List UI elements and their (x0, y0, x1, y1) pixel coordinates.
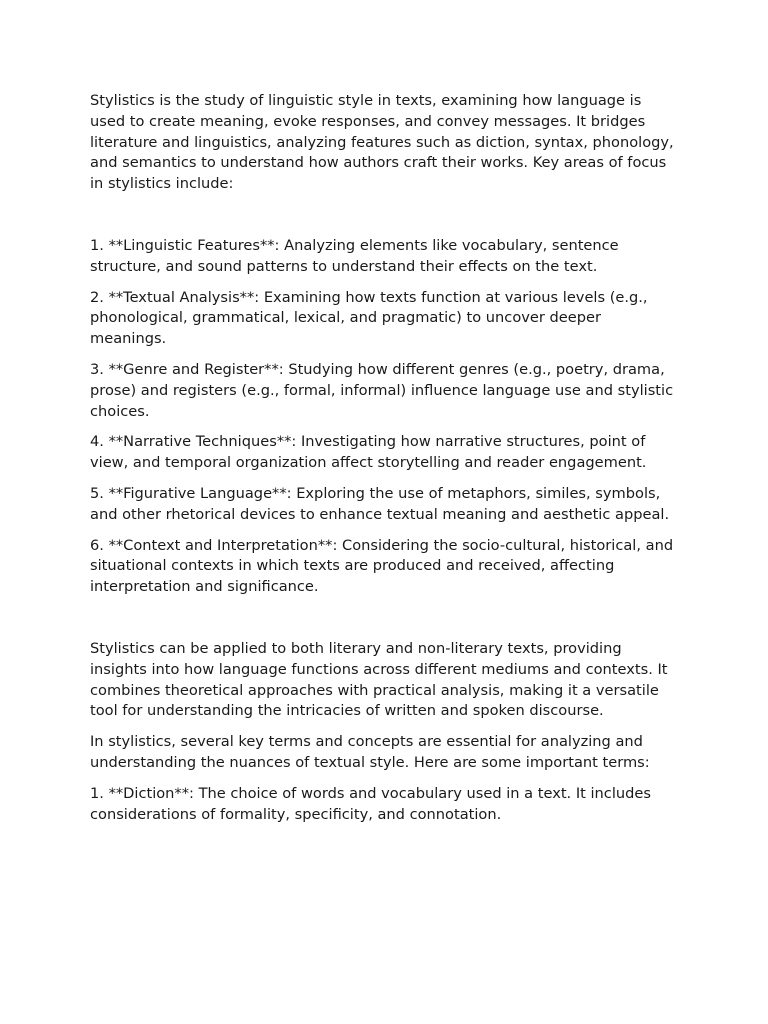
section-gap (90, 205, 680, 236)
term-item: 1. **Diction**: The choice of words and vocabulary used in a text. It includes considerations of formality, specificity, and connotation. (90, 784, 651, 823)
intro-paragraph: Stylistics is the study of linguistic style in texts, examining how language is used to create meaning, evoke responses, and convey messages. It bridges literature and linguistics, analyzing features such as diction, syntax, phonology, and semantics to understand how authors craft their works. Key areas of focus in stylistics include: (90, 92, 674, 193)
focus-area-item: 3. **Genre and Register**: Studying how different genres (e.g., poetry, drama, prose) and registers (e.g., formal, informal) influence language use and stylistic choices. (90, 360, 674, 420)
document-page (90, 91, 680, 835)
terms-intro-paragraph: In stylistics, several key terms and concepts are essential for analyzing and understanding the nuances of textual style. Here are some important terms: (90, 733, 650, 771)
focus-area-item: 6. **Context and Interpretation**: Considering the socio-cultural, historical, and situational contexts in which texts are produced and received, affecting interpretation and significance. (90, 536, 674, 596)
focus-area-item: 4. **Narrative Techniques**: Investigating how narrative structures, point of view, and temporal organization affect storytelling and reader engagement. (90, 433, 647, 472)
application-paragraph: Stylistics can be applied to both literary and non-literary texts, providing insights into how language functions across different mediums and contexts. It combines theoretical approaches with practical analysis, making it a versatile tool for understanding the intricacies of written and spoken discourse. (90, 639, 668, 720)
section-gap (90, 608, 680, 639)
focus-area-item: 5. **Figurative Language**: Exploring the use of metaphors, similes, symbols, and other rhetorical devices to enhance textual meaning and aesthetic appeal. (90, 484, 670, 523)
focus-area-item: 1. **Linguistic Features**: Analyzing elements like vocabulary, sentence structure, and sound patterns to understand their effects on the text. (90, 236, 619, 275)
focus-area-item: 2. **Textual Analysis**: Examining how texts function at various levels (e.g., phonological, grammatical, lexical, and pragmatic) to uncover deeper meanings. (90, 288, 648, 348)
